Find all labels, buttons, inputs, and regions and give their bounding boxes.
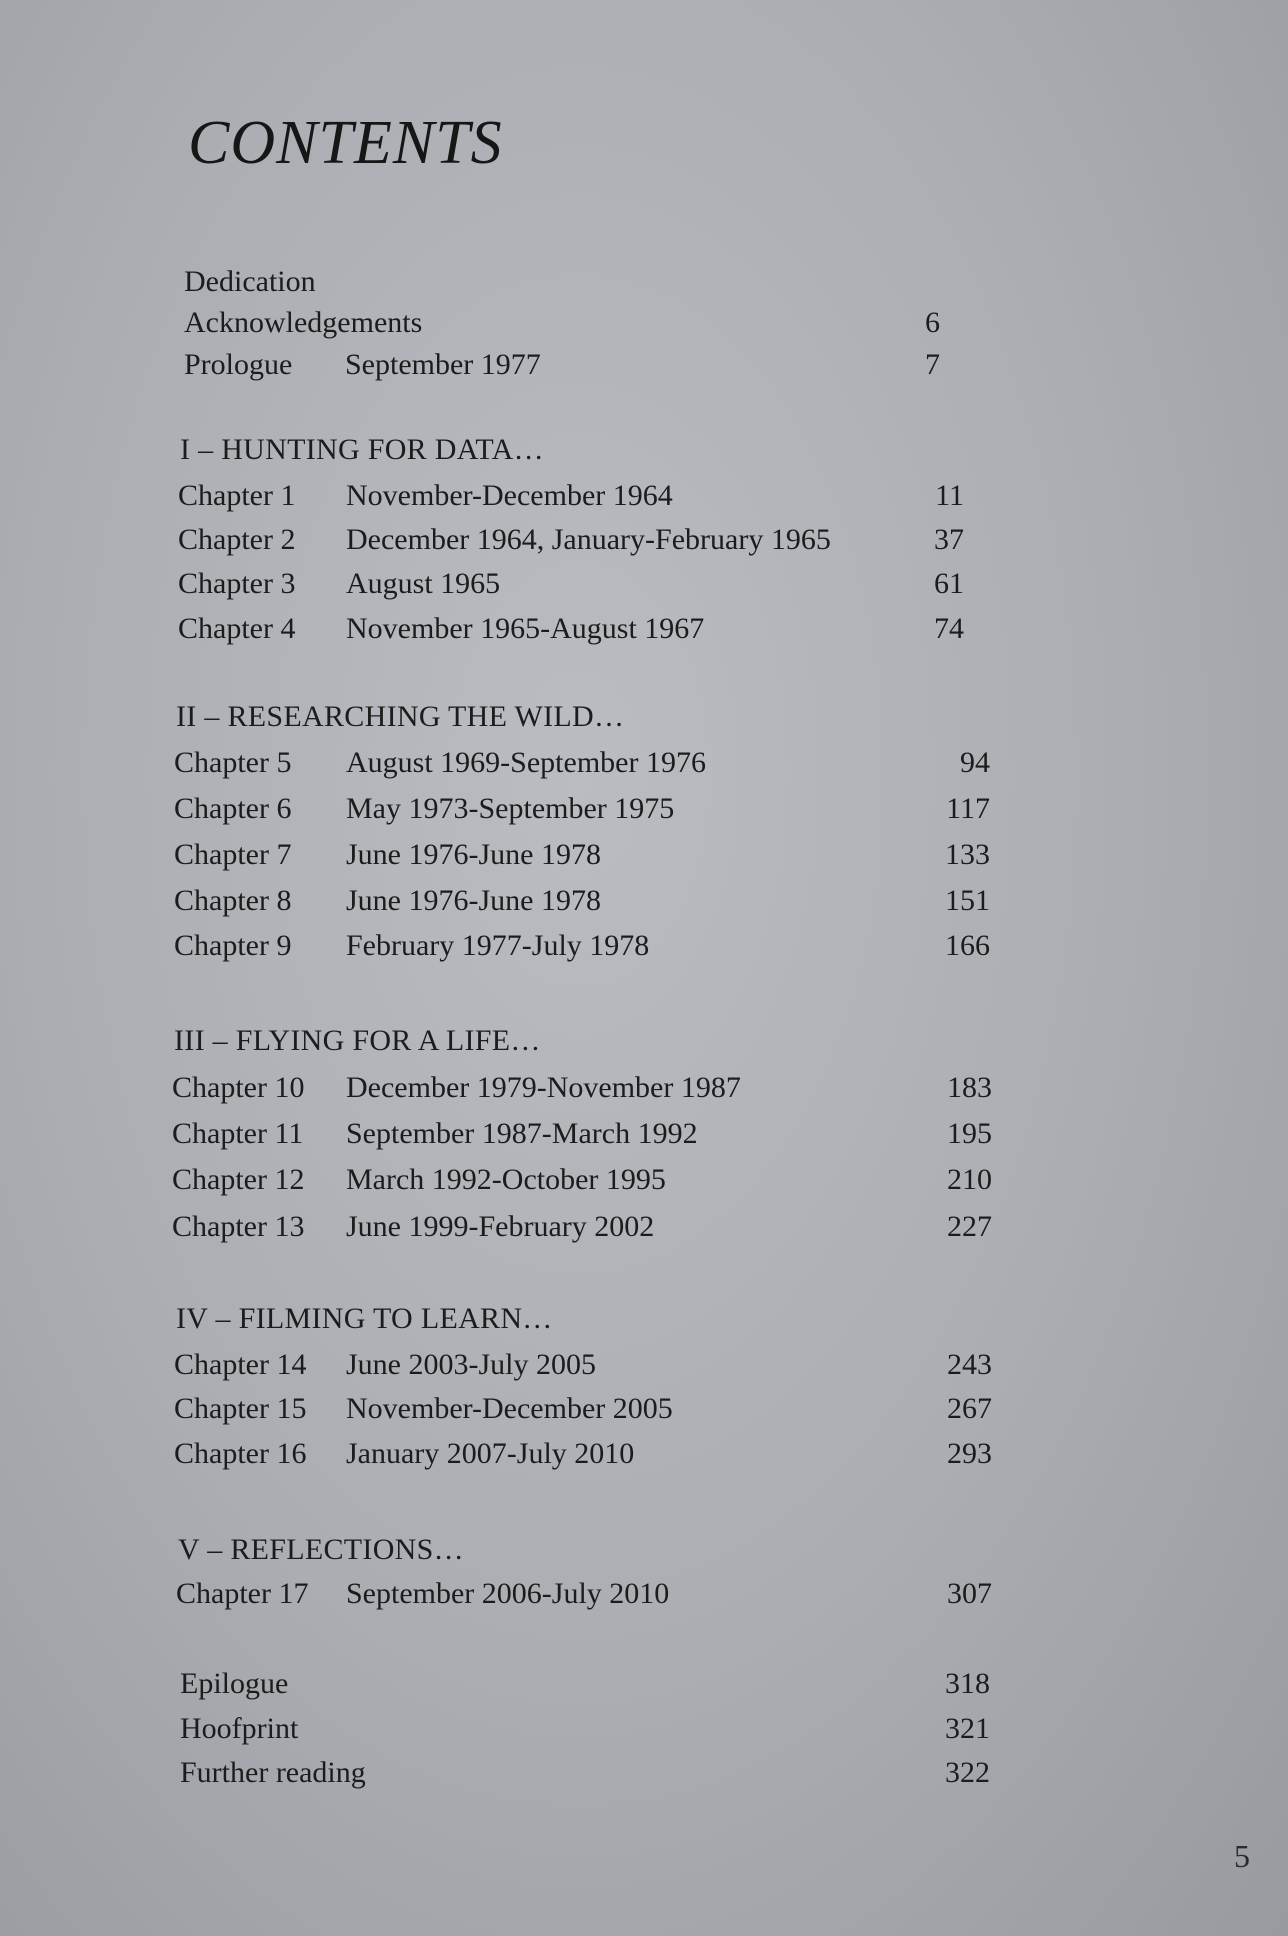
chapter-entry xyxy=(178,476,964,516)
chapter-entry xyxy=(174,1434,992,1474)
entry-page-number: 166 xyxy=(945,929,990,962)
entry-page-number: 227 xyxy=(947,1210,992,1243)
entry-date: November-December 1964 xyxy=(346,479,673,512)
entry-label: Prologue xyxy=(184,348,293,381)
chapter-entry xyxy=(178,609,964,649)
entry-page-number: 74 xyxy=(934,612,964,645)
chapter-entry xyxy=(178,564,964,604)
entry-label: Chapter 16 xyxy=(174,1437,307,1470)
entry-date: September 1987-March 1992 xyxy=(346,1117,698,1150)
part-heading: V – REFLECTIONS… xyxy=(178,1533,464,1566)
entry-page-number: 61 xyxy=(934,567,964,600)
entry-date: December 1979-November 1987 xyxy=(346,1071,741,1104)
entry-page-number: 293 xyxy=(947,1437,992,1470)
entry-date: February 1977-July 1978 xyxy=(346,929,650,962)
entry-date: September 2006-July 2010 xyxy=(346,1577,670,1610)
chapter-entry xyxy=(174,1345,992,1385)
entry-page-number: 183 xyxy=(947,1071,992,1104)
page-number: 5 xyxy=(1234,1838,1250,1874)
entry-label: Dedication xyxy=(184,265,316,298)
part-heading: IV – FILMING TO LEARN… xyxy=(176,1302,553,1335)
entry-page-number: 151 xyxy=(945,884,990,917)
chapter-entry xyxy=(172,1207,992,1247)
entry-page-number: 322 xyxy=(945,1756,990,1789)
entry-date: June 2003-July 2005 xyxy=(346,1348,596,1381)
chapter-entry xyxy=(174,926,990,966)
entry-label: Chapter 3 xyxy=(178,567,296,600)
chapter-entry xyxy=(174,835,990,875)
entry-date: June 1976-June 1978 xyxy=(346,884,601,917)
entry-label: Chapter 10 xyxy=(172,1071,305,1104)
entry-page-number: 267 xyxy=(947,1392,992,1425)
part-heading: III – FLYING FOR A LIFE… xyxy=(174,1024,541,1057)
entry-page-number: 243 xyxy=(947,1348,992,1381)
entry-label: Chapter 8 xyxy=(174,884,292,917)
chapter-entry xyxy=(174,743,990,783)
entry-page-number: 7 xyxy=(925,348,940,381)
entry-label: Chapter 17 xyxy=(176,1577,309,1610)
entry-label: Chapter 15 xyxy=(174,1392,307,1425)
entry-date: August 1969-September 1976 xyxy=(346,746,706,779)
entry-date: August 1965 xyxy=(346,567,501,600)
chapter-entry xyxy=(172,1114,992,1154)
entry-page-number: 133 xyxy=(945,838,990,871)
entry-label: Hoofprint xyxy=(180,1712,299,1745)
entry-label: Chapter 2 xyxy=(178,523,296,556)
back-matter-entry xyxy=(180,1709,990,1749)
entry-date: June 1976-June 1978 xyxy=(346,838,601,871)
entry-page-number: 195 xyxy=(947,1117,992,1150)
chapter-entry xyxy=(174,1389,992,1429)
front-matter-entry xyxy=(184,303,940,343)
entry-label: Epilogue xyxy=(180,1667,289,1700)
entry-label: Chapter 4 xyxy=(178,612,296,645)
entry-label: Chapter 5 xyxy=(174,746,292,779)
back-matter-entry xyxy=(180,1753,990,1793)
entry-page-number: 37 xyxy=(934,523,964,556)
part-heading: II – RESEARCHING THE WILD… xyxy=(176,700,625,733)
chapter-entry xyxy=(176,1574,992,1614)
chapter-entry xyxy=(174,881,990,921)
entry-label: Chapter 9 xyxy=(174,929,292,962)
entry-date: November 1965-August 1967 xyxy=(346,612,705,645)
entry-page-number: 307 xyxy=(947,1577,992,1610)
entry-label: Chapter 11 xyxy=(172,1117,304,1150)
entry-label: Chapter 6 xyxy=(174,792,292,825)
back-matter-entry xyxy=(180,1664,990,1704)
entry-label: Chapter 1 xyxy=(178,479,296,512)
entry-date: November-December 2005 xyxy=(346,1392,673,1425)
entry-label: Acknowledgements xyxy=(184,306,423,339)
chapter-entry xyxy=(174,789,990,829)
entry-page-number: 94 xyxy=(960,746,990,779)
entry-date: March 1992-October 1995 xyxy=(346,1163,666,1196)
entry-date: June 1999-February 2002 xyxy=(346,1210,655,1243)
entry-label: Chapter 14 xyxy=(174,1348,307,1381)
entry-date: September 1977 xyxy=(345,348,541,381)
page-title: CONTENTS xyxy=(188,109,503,177)
entry-page-number: 6 xyxy=(925,306,940,339)
entry-label: Chapter 13 xyxy=(172,1210,305,1243)
entry-date: December 1964, January-February 1965 xyxy=(346,523,831,556)
chapter-entry xyxy=(172,1160,992,1200)
entry-label: Chapter 12 xyxy=(172,1163,305,1196)
entry-page-number: 210 xyxy=(947,1163,992,1196)
entry-date: January 2007-July 2010 xyxy=(346,1437,635,1470)
entry-label: Chapter 7 xyxy=(174,838,292,871)
chapter-entry xyxy=(178,520,964,560)
part-heading: I – HUNTING FOR DATA… xyxy=(180,433,544,466)
entry-page-number: 321 xyxy=(945,1712,990,1745)
entry-page-number: 117 xyxy=(946,792,990,825)
entry-date: May 1973-September 1975 xyxy=(346,792,675,825)
chapter-entry xyxy=(172,1068,992,1108)
front-matter-entry xyxy=(184,345,940,385)
front-matter-entry xyxy=(184,262,940,302)
entry-label: Further reading xyxy=(180,1756,366,1789)
entry-page-number: 318 xyxy=(945,1667,990,1700)
entry-page-number: 11 xyxy=(935,479,964,512)
